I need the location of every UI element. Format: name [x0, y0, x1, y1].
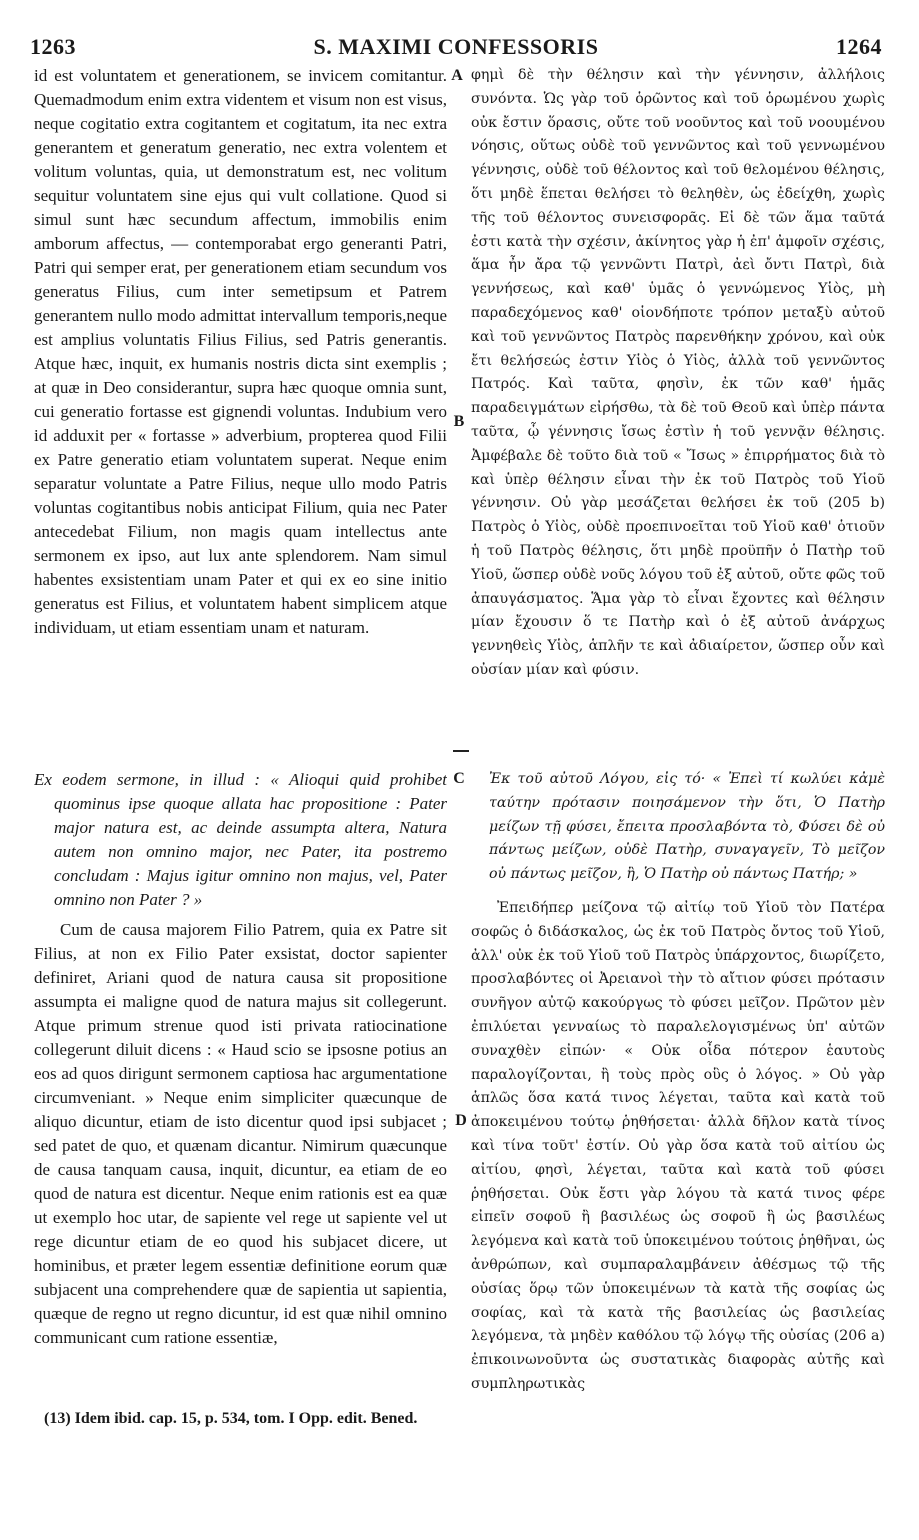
footnote: (13) Idem ibid. cap. 15, p. 534, tom. I Opp. edit. Bened.	[44, 1410, 418, 1427]
running-title: S. MAXIMI CONFESSORIS	[313, 34, 599, 59]
right-page-number: 1264	[836, 34, 882, 59]
greek-column-bottom	[471, 768, 885, 1408]
latin-column-bottom	[34, 768, 447, 1408]
greek-section-body: Ἐπειδήπερ μείζονα τῷ αἰτίῳ τοῦ Υἱοῦ τὸν Πατέρα σοφῶς ὁ διδάσκαλος, ὡς ἐκ τοῦ Πατρὸς ὄντος τοῦ Υἱοῦ, ἀλλ' οὐκ ἐκ τοῦ Υἱοῦ τοῦ Πατρὸς ὑπάρχοντος, διωρίζετο, προσλαβόντες οἱ Ἀρειανοὶ τὴν τὸ αἴτιον φύσει πρότασιν συνῆγον αὐτῷ κακούργως τὸ φύσει μεῖζον. Πρῶτον μὲν ἐπιλύεται γενναίως τὸ παραλελογισμένως ὑπ' αὐτῶν συναχθὲν εἰπών· « Οὐκ οἶδα πότερον ἑαυτοὺς παραλογίζονται, ἢ τοὺς πρὸς οὓς ὁ λόγος. » Οὐ γὰρ ἁπλῶς ὅσα κατά τινος λέγεται, ταῦτα καὶ κατὰ τοῦ ἀποκειμένου τούτῳ ῥηθήσεται· ἀλλὰ δῆλον κατὰ τίνος καὶ τίνα τοῦτ' ἐστίν. Οὐ γὰρ ὅσα κατὰ τοῦ αἰτίου ὡς αἰτίου, φησὶ, λέγεται, ταῦτα καὶ κατὰ τοῦ φύσει ῥηθήσεται. Οὐκ ἔστι γὰρ λόγου τὰ κατά τινος φέρε εἰπεῖν σοφοῦ ἢ βασιλέως ὡς σοφοῦ ἢ ὡς βασιλέως λεγόμενα καὶ κατὰ τοῦ ὑποκειμένου τούτοις ῥηθῆναι, ὡς ἀνθρώπων, καὶ συμπαραλαμβάνειν ἀθέσμως τῷ τῆς οὐσίας ὅρῳ τῶν ὑποκειμένων τὰ κατὰ τῆς σοφίας ὡς σοφίας, καὶ τὰ κατὰ τῆς βασιλείας ὡς βασιλείας λεγόμενα, τὰ μηδὲν καθόλου τῷ λόγῳ τῆς οὐσίας (206 a) ἐπικοινωνοῦντα ὡς συστατικὰς διαφορὰς αὐτῆς καὶ συμπληρωτικὰς	[471, 899, 885, 1392]
column-divider	[453, 750, 469, 752]
section-marker-d: D	[455, 1112, 467, 1129]
greek-section-heading: Ἐκ τοῦ αὐτοῦ Λόγου, εἰς τό· « Ἐπεὶ τί κωλύει κἀμὲ ταύτην πρότασιν ποιησάμενον τὴν ὅτι, Ὁ Πατὴρ μείζων τῇ φύσει, ἔπειτα προσλαβόντα τὸ, Φύσει δὲ οὐ πάντως μείζων, οὐδὲ Πατὴρ, συναγαγεῖν, Τὸ μεῖζον οὐ πάντως μεῖζον, ἢ, Ὁ Πατὴρ οὐ πάντως Πατήρ; »	[489, 771, 885, 883]
section-marker-c: C	[453, 770, 465, 787]
page-header	[30, 34, 882, 64]
greek-column-top	[471, 64, 885, 744]
latin-section-body: Cum de causa majorem Filio Patrem, quia ex Patre sit Filius, at non ex Filio Pater exsistat, doctor sapienter definiret, Ariani quod de natura causa sit propositione assumpta ei maligne quod de natura majus sit collegerunt. Atque primum strenue quod isti privata ratiocinatione collegerunt diluit dicens : « Haud scio se ipsosne potius an eos ad quos dirigunt sermonem captiosa hac argumentatione circumveniant. » Neque enim simpliciter quæcunque de aliquo dicuntur, etiam de isto dicentur quod ipsi subjacet ; sed patet de quo, et quænam dicantur. Nimirum quæcunque de causa tanquam causa, inquit, dicuntur, ea etiam de eo quod de natura est dicentur. Neque enim rationis est ea quæ ut exemplo hoc utar, de sapiente vel rege ut sapiente vel ut rege dicuntur etiam de eo quod his subjacet dicere, ut hominibus, et præter legem essentiæ definitione eorum quæ subjacent una comprehendere quæ de sapientia ut sapientia, quæque de regno ut regno dicuntur, id est quæ nihil omnino communicant cum ratione essentiæ,	[34, 920, 447, 1347]
latin-text-top: id est voluntatem et generationem, se invicem comitantur. Quemadmodum enim extra videntem et visum non est visus, neque cogitatio extra cogitantem et cogitatum, ita nec extra generantem et generatum generatio, nec extra volentem et volitum voluntas, quia, ut demonstratum est, nec volitum sequitur voluntatem sine ejus qui vult collatione. Quod si simul sunt hæc secundum affectum, immobilis enim amborum affectus, — contemporabat ergo generanti Patri, Patri qui semper erat, per generationem etiam secundum vos generatus Filius, cum inter semetipsum et Patrem generantem nullo modo admittat intervallum temporis,neque est amplius voluntatis Filius Filius, sed Patris generantis. Atque hæc, inquit, ex humanis nostris dicta sint exemplis ; at quæ in Deo considerantur, supra hæc quoque omnia sunt, cui generatio fortasse est gignendi voluntas. Indubium vero id adduxit per « fortasse » adverbium, propterea quod Filii ex Patre generatio etiam voluntatem superat. Neque enim separatur voluntate a Patre Filius, neque ullo modo Patris voluntas cogitantibus nobis anticipat Filium, quia nec Pater antecedebat Filium, non magis quam intellectus ante sermonem ex ipso, aut lux ante splendorem. Nam simul habentes exsistentiam unam Pater et qui ex eo sine initio generatus est Filius, et voluntatem habent simplicem atque individuam, ut etiam essentiam unam et naturam.	[34, 66, 447, 637]
greek-text-top: φημὶ δὲ τὴν θέλησιν καὶ τὴν γέννησιν, ἀλλήλοις συνόντα. Ὡς γὰρ τοῦ ὁρῶντος καὶ τοῦ ὁρωμένου χωρὶς οὐκ ἔστιν ὅρασις, οὔτε τοῦ νοοῦντος καὶ τοῦ νοουμένου νόησις, οὕτως οὐδὲ τοῦ γεννῶντος καὶ τοῦ γεννωμένου γέννησις, οὐδὲ τοῦ θέλοντος καὶ τοῦ θελομένου θέλησις, ὅτι μηδὲ ἕπεται θελήσει τὸ θεληθὲν, ὡς ἐδείχθη, χωρὶς τῆς τοῦ θέλοντος συνεισφορᾶς. Εἰ δὲ τῶν ἅμα ταῦτά ἐστι κατὰ τὴν σχέσιν, ἀκίνητος γὰρ ἡ ἐπ' ἀμφοῖν σχέσις, ἅμα ἦν ἄρα τῷ γεννῶντι Πατρὶ, ἀεὶ ὄντι Πατρὶ, διὰ γεννήσεως, καὶ καθ' ὑμᾶς ὁ γεννώμενος Υἱὸς, μὴ παραδεχόμενος καθ' οἱονδήποτε τρόπον μεταξὺ αὐτοῦ καὶ τοῦ γεννῶντος Πατρὸς παρενθήκην χρόνου, καὶ οὐκ ἔτι θελήσεώς ἐστιν Υἱὸς ὁ Υἱὸς, ἀλλὰ τοῦ γεννῶντος Πατρός. Καὶ ταῦτα, φησὶν, ἐκ τῶν καθ' ἡμᾶς παραδειγμάτων εἰρήσθω, τὰ δὲ τοῦ Θεοῦ καὶ ὑπὲρ πάντα ταῦτα, ᾧ γέννησις ἴσως ἐστὶν ἡ τοῦ γεννᾷν θέλησις. Ἀμφέβαλε δὲ τοῦτο διὰ τοῦ « Ἴσως » ἐπιρρήματος διὰ τὸ καὶ ὑπὲρ θέλησιν εἶναι τὴν ἐκ τοῦ Πατρὸς τοῦ Υἱοῦ γέννησιν. Οὐ γὰρ μεσάζεται θελήσει ἐκ τοῦ (205 b) Πατρὸς ὁ Υἱὸς, οὐδὲ προεπινοεῖται τοῦ Υἱοῦ καθ' ὁτιοῦν ἡ τοῦ Πατρὸς θέλησις, ὅτι μηδὲ προϋπῆν ὁ Πατὴρ τοῦ Υἱοῦ, ὥσπερ οὐδὲ νοῦς λόγου τοῦ ἐξ αὐτοῦ, οὔτε φῶς τοῦ ἀπαυγάσματος. Ἅμα γὰρ τὸ εἶναι ἔχοντες καὶ θέλησιν μίαν ἔχουσιν ὅ τε Πατὴρ καὶ ὁ ἐξ αὐτοῦ ἀνάρχως γεννηθεὶς Υἱὸς, ἁπλῆν τε καὶ ἀδιαίρετον, ὥσπερ οὖν καὶ οὐσίαν μίαν καὶ φύσιν.	[471, 67, 885, 678]
latin-section-heading: Ex eodem sermone, in illud : « Alioqui quid prohibet quominus ipse quoque allata hac propositione : Pater major natura est, ac deinde assumpta altera, Natura autem non omnino major, nec Pater, ita postremo concludam : Majus igitur omnino non majus, vel, Pater omnino non Pater ? »	[34, 770, 447, 909]
section-marker-b: B	[453, 413, 465, 430]
latin-column-top	[34, 64, 447, 744]
section-marker-a: A	[451, 67, 463, 84]
left-page-number: 1263	[30, 34, 76, 59]
